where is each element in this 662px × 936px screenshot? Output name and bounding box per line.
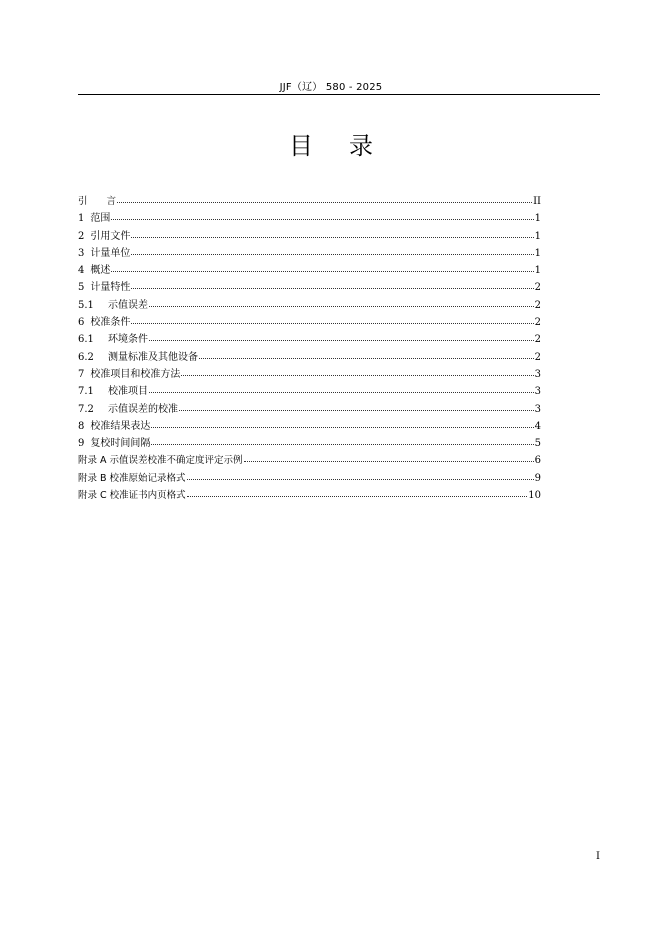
toc-entry-page: 1 [534,265,541,277]
toc-entry[interactable] [78,228,541,245]
toc-entry-label: 附录 A 示值误差校准不确定度评定示例 [78,455,243,467]
toc-entry-number: 6.2 [78,351,94,363]
toc-dot-leader [151,436,533,446]
page-title: 目录 [289,132,409,160]
toc-entry-page: 3 [534,386,541,398]
toc-entry[interactable] [78,314,541,331]
toc-entry[interactable] [78,401,541,418]
toc-entry-page: 6 [534,455,541,467]
toc-entry-page: 1 [534,213,541,225]
toc-entry-label: 校准项目 [108,386,148,398]
toc-entry-number: 7 [78,368,85,380]
toc-dot-leader [111,263,533,273]
toc-entry[interactable] [78,193,541,210]
toc-entry-page: 10 [528,490,541,502]
toc-entry-label: 复校时间间隔 [90,438,151,450]
toc-entry-page: 2 [534,317,541,329]
toc-entry-label: 测量标准及其他设备 [108,351,198,363]
toc-dot-leader [149,332,534,342]
toc-entry-number: 8 [78,420,85,432]
toc-entry-label: 附录 C 校准证书内页格式 [78,490,186,502]
toc-dot-leader [131,246,533,256]
toc-entry-page: II [533,196,541,207]
toc-dot-leader [131,280,533,290]
toc-entry-number: 6.1 [78,334,94,346]
toc-dot-leader [244,453,534,463]
toc-entry-number: 5 [78,282,85,294]
toc-entry-number: 6 [78,317,85,329]
toc-entry-label: 校准条件 [90,317,131,329]
toc-entry-page: 2 [534,334,541,346]
toc-entry-page: 5 [534,438,541,450]
toc-dot-leader [181,367,533,377]
toc-entry[interactable] [78,210,541,227]
toc-dot-leader [131,229,533,239]
table-of-contents [78,193,541,504]
toc-entry[interactable] [78,262,541,279]
toc-entry-page: 1 [534,230,541,242]
toc-dot-leader [151,419,533,429]
toc-entry[interactable] [78,487,541,504]
toc-entry-number: 5.1 [78,299,94,311]
toc-entry[interactable] [78,331,541,348]
toc-entry[interactable] [78,245,541,262]
toc-entry-label: 环境条件 [108,334,148,346]
toc-entry-page: 3 [534,403,541,415]
footer-page-number: I [596,851,600,862]
toc-entry[interactable] [78,366,541,383]
header-rule [78,94,600,95]
toc-entry-page: 2 [534,351,541,363]
toc-entry[interactable] [78,470,541,487]
toc-entry-label: 附录 B 校准原始记录格式 [78,472,186,484]
toc-dot-leader [187,488,528,498]
toc-entry[interactable] [78,297,541,314]
toc-entry-number: 9 [78,438,85,450]
toc-entry[interactable] [78,418,541,435]
toc-entry-label: 计量单位 [90,247,131,259]
toc-entry-number: 3 [78,247,85,259]
toc-entry-label: 示值误差 [108,299,148,311]
toc-entry-label: 校准项目和校准方法 [90,368,181,380]
toc-entry-page: 1 [534,247,541,259]
toc-entry-label: 示值误差的校准 [108,403,178,415]
toc-entry-page: 9 [534,472,541,484]
toc-dot-leader [131,315,533,325]
toc-entry[interactable] [78,383,541,400]
toc-entry-number: 2 [78,230,85,242]
document-code-header: JJF（辽） 580 - 2025 [279,82,383,93]
toc-entry-number: 7.1 [78,386,94,398]
toc-entry-page: 3 [534,368,541,380]
toc-dot-leader [149,298,534,308]
toc-entry[interactable] [78,349,541,366]
toc-entry[interactable] [78,452,541,469]
toc-dot-leader [187,471,534,481]
toc-entry-number: 1 [78,213,85,225]
toc-entry[interactable] [78,435,541,452]
toc-entry-label: 引 言 [78,196,117,207]
toc-entry-page: 2 [534,282,541,294]
toc-entry-label: 校准结果表达 [90,420,151,432]
toc-dot-leader [149,384,534,394]
toc-dot-leader [199,350,534,360]
toc-entry-page: 2 [534,299,541,311]
toc-entry-number: 7.2 [78,403,94,415]
toc-entry-label: 引用文件 [90,230,131,242]
toc-entry-number: 4 [78,265,85,277]
toc-entry-label: 计量特性 [90,282,131,294]
toc-entry-label: 概述 [90,265,111,277]
toc-dot-leader [179,402,534,412]
toc-dot-leader [111,211,533,221]
toc-entry[interactable] [78,279,541,296]
toc-entry-page: 4 [534,420,541,432]
toc-entry-label: 范围 [90,213,111,225]
toc-dot-leader [117,194,532,204]
